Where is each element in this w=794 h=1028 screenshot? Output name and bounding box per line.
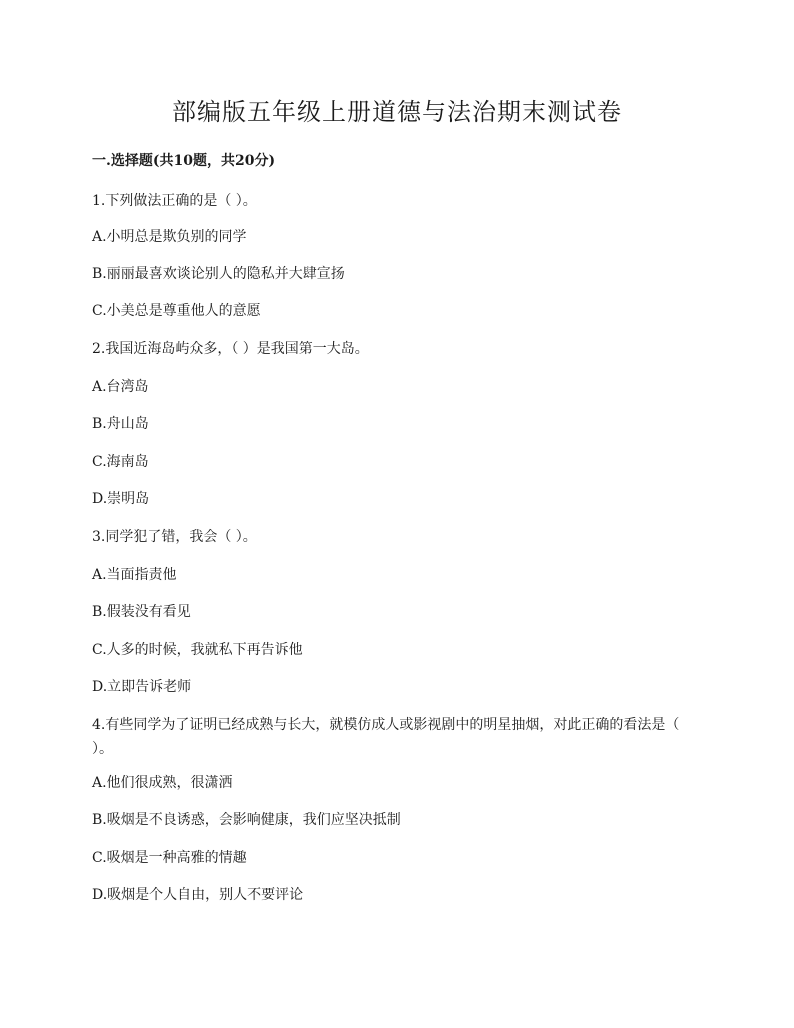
question-stem: 2.我国近海岛屿众多，（ ）是我国第一大岛。 <box>92 341 369 357</box>
question-option: A.他们很成熟，很潇洒 <box>92 775 233 791</box>
question-stem: 1.下列做法正确的是（ ）。 <box>92 193 257 209</box>
question-stem: 3.同学犯了错，我会（ ）。 <box>92 529 257 545</box>
question-option: C.人多的时候，我就私下再告诉他 <box>92 642 303 658</box>
question-option: B.吸烟是不良诱惑，会影响健康，我们应坚决抵制 <box>92 812 401 828</box>
question-option: B.假装没有看见 <box>92 604 191 620</box>
question-option: A.小明总是欺负别的同学 <box>92 229 247 245</box>
question-option: A.当面指责他 <box>92 567 177 583</box>
question-option: D.吸烟是个人自由，别人不要评论 <box>92 887 304 903</box>
question-option: A.台湾岛 <box>92 379 149 395</box>
question-option: C.小美总是尊重他人的意愿 <box>92 303 261 319</box>
page-title: 部编版五年级上册道德与法治期末测试卷 <box>172 98 622 126</box>
question-option: D.立即告诉老师 <box>92 679 192 695</box>
question-option: B.丽丽最喜欢谈论别人的隐私并大肆宣扬 <box>92 266 345 282</box>
question-option: D.崇明岛 <box>92 491 150 507</box>
question-option: B.舟山岛 <box>92 416 149 432</box>
question-option: C.吸烟是一种高雅的情趣 <box>92 850 247 866</box>
section-heading: 一.选择题(共10题，共20分) <box>92 153 276 169</box>
question-stem: 4.有些同学为了证明已经成熟与长大，就模仿成人或影视剧中的明星抽烟，对此正确的看法是（ ）。 <box>92 717 680 757</box>
question-option: C.海南岛 <box>92 454 149 470</box>
